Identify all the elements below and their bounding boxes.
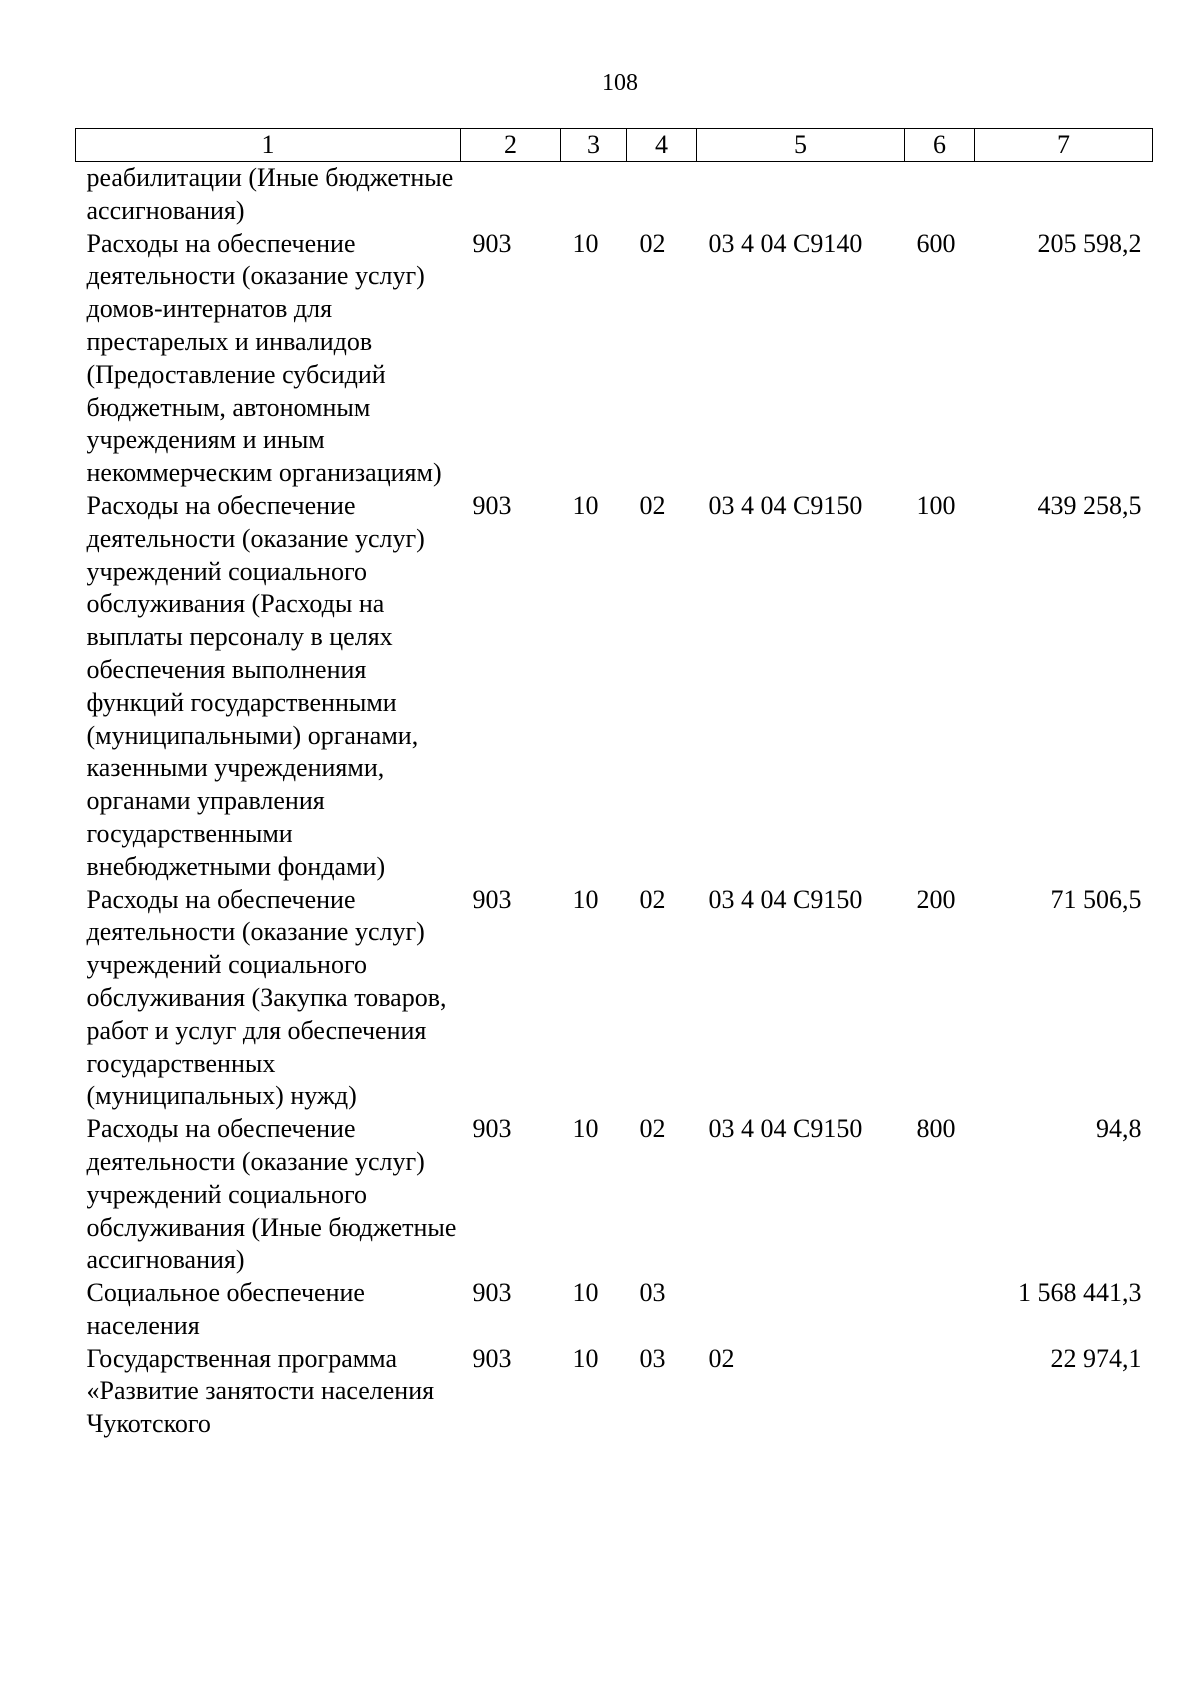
ministry-code: 903: [472, 884, 512, 914]
column-header-4: 4: [627, 129, 697, 162]
amount: [975, 162, 1153, 228]
column-header-5: 5: [697, 129, 905, 162]
target-article-code: [697, 162, 905, 228]
section-code: 10: [572, 1114, 599, 1144]
table-row: [76, 228, 1153, 490]
ministry-code: 903: [472, 1278, 512, 1308]
expense-name: Расходы на обеспечение деятельности (оказание услуг) учреждений социального обслуживания (Иные бюджетные ассигнования): [86, 1114, 457, 1275]
target-article-code: [697, 1277, 905, 1343]
section-code: 10: [572, 884, 599, 914]
column-header-6: 6: [905, 129, 975, 162]
table-row: [76, 1277, 1153, 1343]
section-code: 10: [572, 490, 599, 520]
amount: 94,8: [1096, 1114, 1142, 1144]
expense-type-code: 800: [916, 1114, 956, 1144]
ministry-code: 903: [472, 490, 512, 520]
subsection-code: 03: [639, 1343, 666, 1373]
subsection-code: 02: [639, 490, 666, 520]
column-header-1: 1: [76, 129, 461, 162]
section-code: [561, 162, 627, 228]
table-row: [76, 1343, 1153, 1441]
table-header-row: [76, 129, 1153, 162]
target-article-code: 03 4 04 С9150: [708, 490, 863, 520]
expense-name: Государственная программа «Развитие занятости населения Чукотского: [86, 1343, 435, 1439]
amount: 439 258,5: [1037, 490, 1142, 520]
ministry-code: 903: [472, 228, 512, 258]
amount: 1 568 441,3: [1018, 1278, 1142, 1308]
page-number: 108: [602, 70, 638, 96]
expense-name: Расходы на обеспечение деятельности (оказание услуг) домов-интернатов для престарелых и инвалидов (Предоставление субсидий бюджетным, автономным учреждениям и иным некоммерческим организациям): [86, 228, 442, 488]
table-row: [76, 490, 1153, 884]
subsection-code: [627, 162, 697, 228]
subsection-code: 02: [639, 884, 666, 914]
expense-type-code: 600: [916, 228, 956, 258]
expense-type-code: 100: [916, 490, 956, 520]
expense-type-code: [905, 1343, 975, 1441]
column-header-7: 7: [975, 129, 1153, 162]
expense-type-code: [905, 162, 975, 228]
expense-name: Расходы на обеспечение деятельности (оказание услуг) учреждений социального обслуживания (Расходы на выплаты персоналу в целях обеспечения выполнения функций государственными (муниципальными) органами, казенными учреждениями, органами управления государственными внебюджетными фондами): [86, 490, 425, 881]
target-article-code: 03 4 04 С9150: [708, 884, 863, 914]
expense-name: реабилитации (Иные бюджетные ассигнования): [86, 163, 454, 225]
target-article-code: 03 4 04 С9150: [708, 1114, 863, 1144]
subsection-code: 02: [639, 228, 666, 258]
expense-name: Расходы на обеспечение деятельности (оказание услуг) учреждений социального обслуживания (Закупка товаров, работ и услуг для обеспечения государственных (муниципальных) нужд): [86, 884, 447, 1111]
section-code: 10: [572, 1278, 599, 1308]
amount: 205 598,2: [1037, 228, 1142, 258]
expense-type-code: [905, 1277, 975, 1343]
column-header-3: 3: [561, 129, 627, 162]
amount: 71 506,5: [1050, 884, 1142, 914]
target-article-code: 03 4 04 С9140: [708, 228, 863, 258]
column-header-2: 2: [461, 129, 561, 162]
ministry-code: [461, 162, 561, 228]
table-row: [76, 1113, 1153, 1277]
section-code: 10: [572, 1343, 599, 1373]
subsection-code: 03: [639, 1278, 666, 1308]
target-article-code: 02: [708, 1343, 735, 1373]
ministry-code: 903: [472, 1114, 512, 1144]
amount: 22 974,1: [1050, 1343, 1142, 1373]
budget-table: [75, 128, 1153, 1441]
table-row: [76, 884, 1153, 1114]
ministry-code: 903: [472, 1343, 512, 1373]
section-code: 10: [572, 228, 599, 258]
subsection-code: 02: [639, 1114, 666, 1144]
expense-name: Социальное обеспечение населения: [86, 1278, 365, 1340]
expense-type-code: 200: [916, 884, 956, 914]
table-row: [76, 162, 1153, 228]
